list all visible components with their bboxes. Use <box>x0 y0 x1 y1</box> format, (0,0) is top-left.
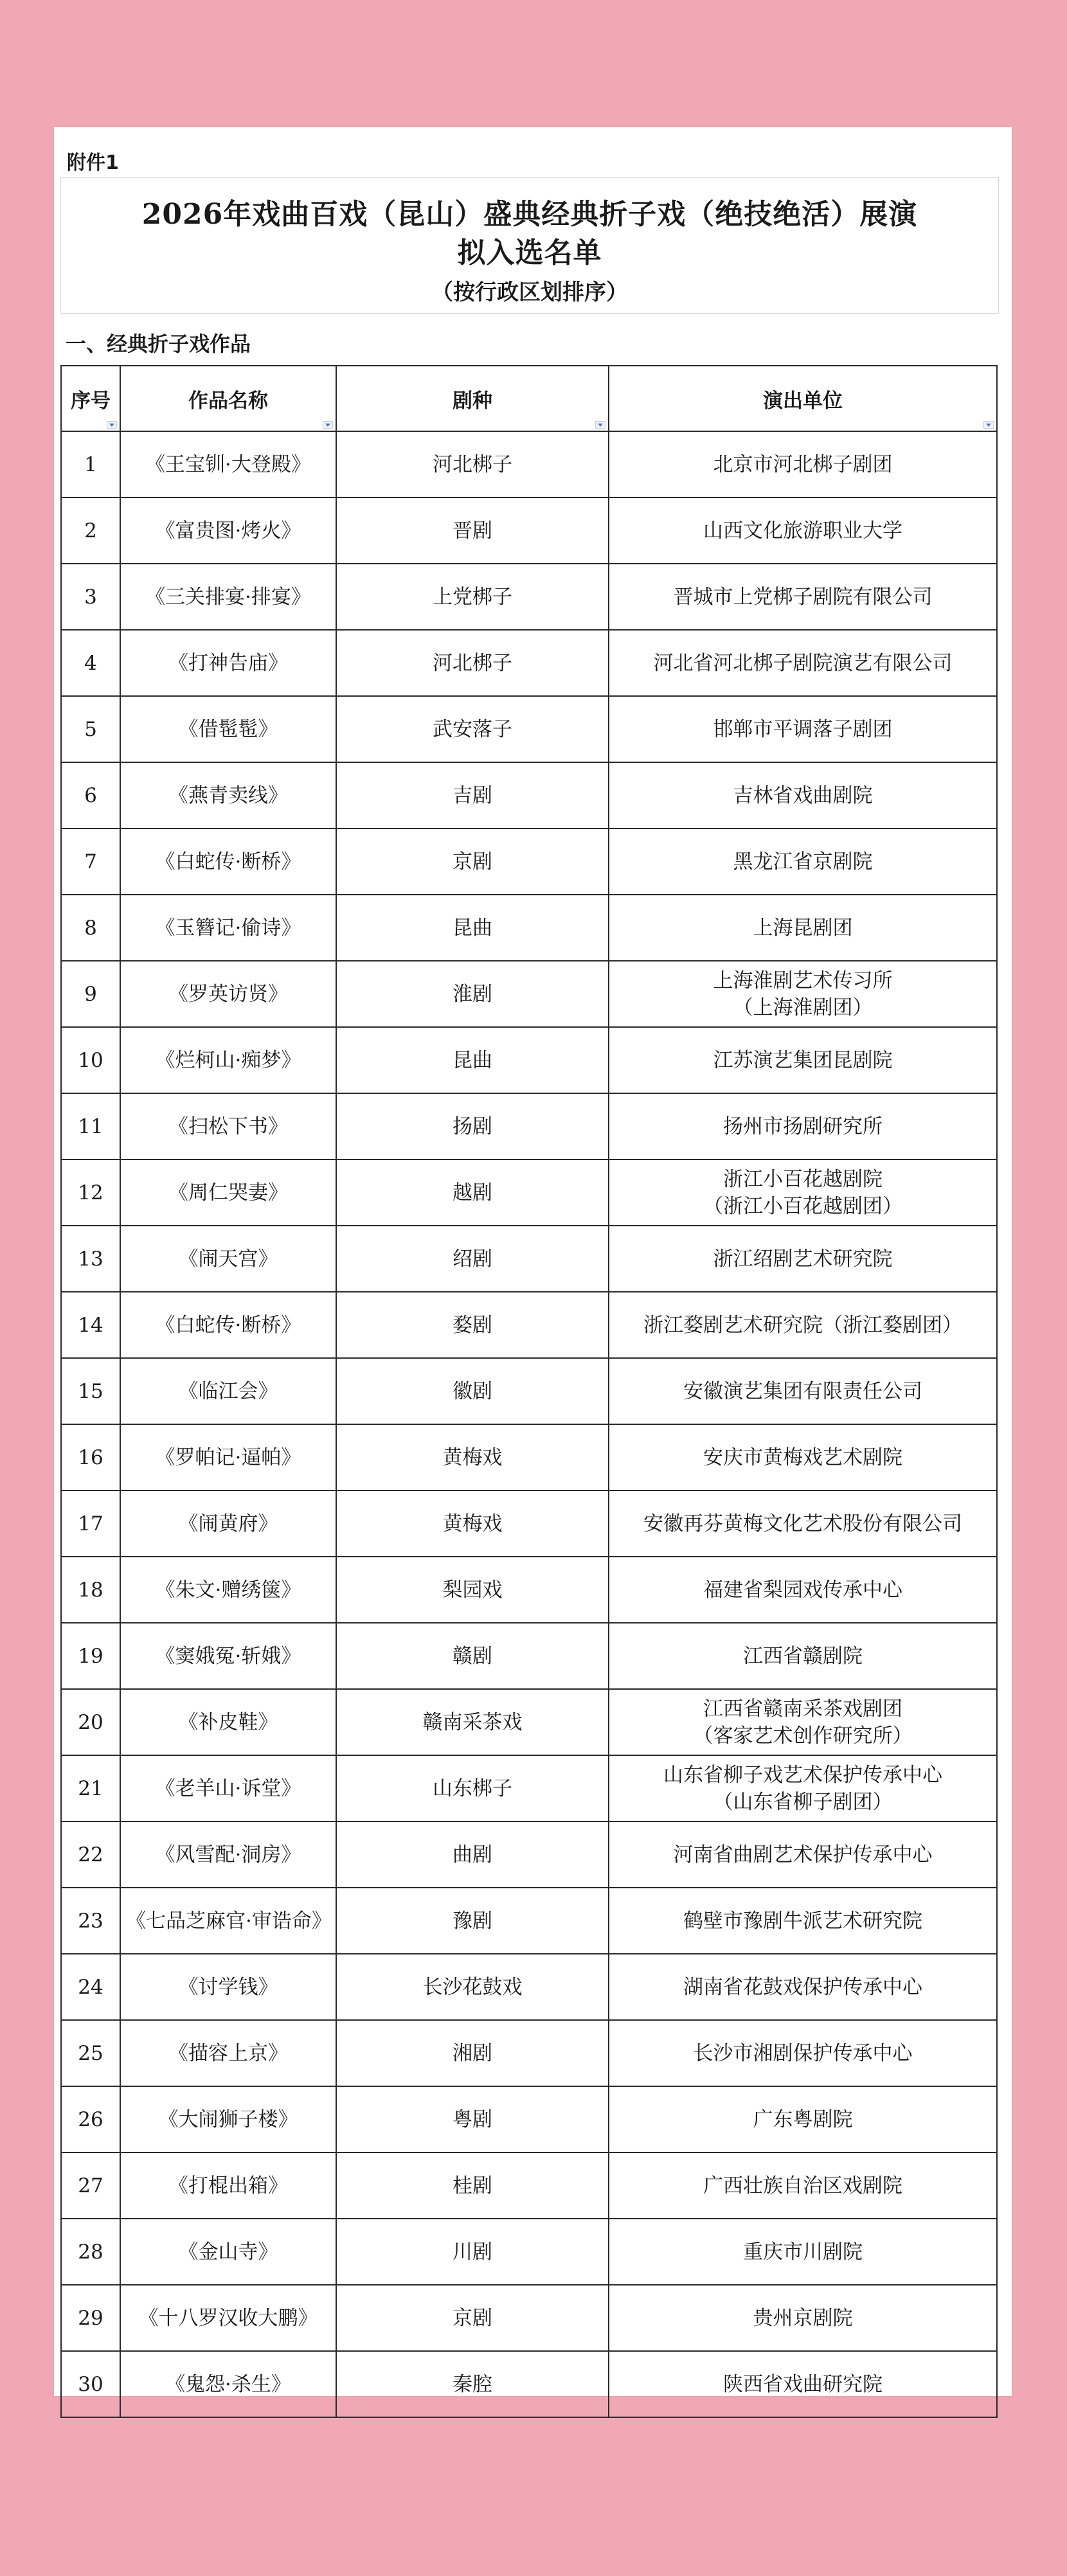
cell-work: 《周仁哭妻》 <box>120 1159 336 1226</box>
cell-genre: 河北梆子 <box>336 630 609 696</box>
cell-unit: 浙江婺剧艺术研究院（浙江婺剧团） <box>609 1292 997 1358</box>
cell-work: 《窦娥冤·斩娥》 <box>120 1623 336 1689</box>
selection-table <box>60 365 998 2418</box>
column-header-genre <box>336 366 609 431</box>
table-row <box>61 2020 997 2086</box>
cell-number: 20 <box>61 1689 120 1755</box>
cell-unit: 上海淮剧艺术传习所 （上海淮剧团） <box>609 961 997 1027</box>
cell-genre: 川剧 <box>336 2219 609 2285</box>
table-row <box>61 630 997 696</box>
cell-number: 10 <box>61 1027 120 1093</box>
cell-work: 《玉簪记·偷诗》 <box>120 895 336 961</box>
cell-genre: 吉剧 <box>336 762 609 828</box>
column-header-unit <box>609 366 997 431</box>
table-row <box>61 1292 997 1358</box>
cell-genre: 上党梆子 <box>336 564 609 630</box>
table-row <box>61 762 997 828</box>
cell-work: 《讨学钱》 <box>120 1954 336 2020</box>
cell-number: 14 <box>61 1292 120 1358</box>
cell-work: 《临江会》 <box>120 1358 336 1424</box>
filter-dropdown-icon[interactable] <box>983 421 994 429</box>
document-page <box>54 127 1012 2396</box>
cell-genre: 桂剧 <box>336 2152 609 2219</box>
cell-number: 27 <box>61 2152 120 2219</box>
cell-work: 《燕青卖线》 <box>120 762 336 828</box>
cell-unit: 黑龙江省京剧院 <box>609 828 997 895</box>
cell-unit: 广东粤剧院 <box>609 2086 997 2152</box>
table-row <box>61 431 997 497</box>
cell-work: 《打神告庙》 <box>120 630 336 696</box>
cell-unit: 江西省赣南采茶戏剧团 （客家艺术创作研究所） <box>609 1689 997 1755</box>
cell-unit: 吉林省戏曲剧院 <box>609 762 997 828</box>
cell-work: 《大闹狮子楼》 <box>120 2086 336 2152</box>
cell-number: 6 <box>61 762 120 828</box>
document-subtitle: （按行政区划排序） <box>431 280 628 305</box>
column-header-work <box>120 366 336 431</box>
cell-unit: 邯郸市平调落子剧团 <box>609 696 997 762</box>
filter-dropdown-icon[interactable] <box>107 421 117 429</box>
cell-work: 《七品芝麻官·审诰命》 <box>120 1888 336 1954</box>
table-row <box>61 1689 997 1755</box>
table-row <box>61 2351 997 2417</box>
cell-work: 《白蛇传·断桥》 <box>120 828 336 895</box>
cell-genre: 扬剧 <box>336 1093 609 1159</box>
cell-work: 《借髢髢》 <box>120 696 336 762</box>
cell-work: 《朱文·赠绣箧》 <box>120 1557 336 1623</box>
cell-number: 7 <box>61 828 120 895</box>
table-row <box>61 1490 997 1557</box>
table-row <box>61 828 997 895</box>
cell-work: 《扫松下书》 <box>120 1093 336 1159</box>
cell-number: 1 <box>61 431 120 497</box>
cell-work: 《补皮鞋》 <box>120 1689 336 1755</box>
cell-genre: 京剧 <box>336 828 609 895</box>
cell-unit: 重庆市川剧院 <box>609 2219 997 2285</box>
cell-work: 《老羊山·诉堂》 <box>120 1755 336 1821</box>
cell-number: 3 <box>61 564 120 630</box>
cell-number: 8 <box>61 895 120 961</box>
cell-unit: 浙江小百花越剧院 （浙江小百花越剧团） <box>609 1159 997 1226</box>
cell-genre: 绍剧 <box>336 1226 609 1292</box>
cell-number: 9 <box>61 961 120 1027</box>
cell-number: 18 <box>61 1557 120 1623</box>
cell-genre: 晋剧 <box>336 497 609 564</box>
cell-unit: 鹤壁市豫剧牛派艺术研究院 <box>609 1888 997 1954</box>
cell-number: 28 <box>61 2219 120 2285</box>
table-row <box>61 1755 997 1821</box>
cell-genre: 豫剧 <box>336 1888 609 1954</box>
table-row <box>61 2086 997 2152</box>
cell-genre: 曲剧 <box>336 1821 609 1888</box>
cell-work: 《罗帕记·逼帕》 <box>120 1424 336 1490</box>
cell-number: 12 <box>61 1159 120 1226</box>
cell-number: 19 <box>61 1623 120 1689</box>
cell-unit: 陕西省戏曲研究院 <box>609 2351 997 2417</box>
table-row <box>61 1159 997 1226</box>
cell-unit: 安徽演艺集团有限责任公司 <box>609 1358 997 1424</box>
cell-unit: 山西文化旅游职业大学 <box>609 497 997 564</box>
section-title: 一、经典折子戏作品 <box>66 332 251 356</box>
cell-genre: 河北梆子 <box>336 431 609 497</box>
cell-genre: 京剧 <box>336 2285 609 2351</box>
cell-number: 2 <box>61 497 120 564</box>
cell-unit: 晋城市上党梆子剧院有限公司 <box>609 564 997 630</box>
cell-number: 13 <box>61 1226 120 1292</box>
cell-work: 《富贵图·烤火》 <box>120 497 336 564</box>
cell-unit: 广西壮族自治区戏剧院 <box>609 2152 997 2219</box>
cell-genre: 梨园戏 <box>336 1557 609 1623</box>
cell-genre: 婺剧 <box>336 1292 609 1358</box>
cell-unit: 扬州市扬剧研究所 <box>609 1093 997 1159</box>
cell-work: 《金山寺》 <box>120 2219 336 2285</box>
cell-number: 11 <box>61 1093 120 1159</box>
cell-work: 《三关排宴·排宴》 <box>120 564 336 630</box>
cell-work: 《闹天宫》 <box>120 1226 336 1292</box>
table-row <box>61 1027 997 1093</box>
cell-number: 26 <box>61 2086 120 2152</box>
table-row <box>61 1424 997 1490</box>
table-row <box>61 1093 997 1159</box>
cell-unit: 上海昆剧团 <box>609 895 997 961</box>
cell-unit: 浙江绍剧艺术研究院 <box>609 1226 997 1292</box>
document-title-line2: 拟入选名单 <box>457 237 602 269</box>
cell-unit: 河南省曲剧艺术保护传承中心 <box>609 1821 997 1888</box>
table-row <box>61 497 997 564</box>
table-row <box>61 1821 997 1888</box>
cell-unit: 福建省梨园戏传承中心 <box>609 1557 997 1623</box>
cell-unit: 安庆市黄梅戏艺术剧院 <box>609 1424 997 1490</box>
cell-work: 《风雪配·洞房》 <box>120 1821 336 1888</box>
cell-work: 《罗英访贤》 <box>120 961 336 1027</box>
cell-work: 《白蛇传·断桥》 <box>120 1292 336 1358</box>
cell-genre: 长沙花鼓戏 <box>336 1954 609 2020</box>
table-header-row <box>61 366 997 431</box>
table-row <box>61 961 997 1027</box>
cell-work: 《打棍出箱》 <box>120 2152 336 2219</box>
cell-genre: 昆曲 <box>336 1027 609 1093</box>
cell-unit: 江苏演艺集团昆剧院 <box>609 1027 997 1093</box>
cell-number: 29 <box>61 2285 120 2351</box>
cell-number: 23 <box>61 1888 120 1954</box>
table-body <box>61 431 997 2417</box>
column-header-label: 剧种 <box>453 389 492 413</box>
cell-genre: 赣南采茶戏 <box>336 1689 609 1755</box>
filter-dropdown-icon[interactable] <box>323 421 333 429</box>
cell-unit: 北京市河北梆子剧团 <box>609 431 997 497</box>
cell-genre: 越剧 <box>336 1159 609 1226</box>
cell-work: 《十八罗汉收大鹏》 <box>120 2285 336 2351</box>
cell-number: 15 <box>61 1358 120 1424</box>
cell-unit: 安徽再芬黄梅文化艺术股份有限公司 <box>609 1490 997 1557</box>
cell-number: 22 <box>61 1821 120 1888</box>
title-block <box>60 177 999 314</box>
cell-unit: 河北省河北梆子剧院演艺有限公司 <box>609 630 997 696</box>
cell-genre: 徽剧 <box>336 1358 609 1424</box>
table-row <box>61 1888 997 1954</box>
column-header-label: 演出单位 <box>763 389 843 413</box>
cell-genre: 秦腔 <box>336 2351 609 2417</box>
table-row <box>61 1557 997 1623</box>
cell-genre: 湘剧 <box>336 2020 609 2086</box>
attachment-label: 附件1 <box>67 152 119 174</box>
cell-genre: 黄梅戏 <box>336 1490 609 1557</box>
cell-number: 16 <box>61 1424 120 1490</box>
cell-number: 30 <box>61 2351 120 2417</box>
filter-dropdown-icon[interactable] <box>595 421 605 429</box>
cell-unit: 湖南省花鼓戏保护传承中心 <box>609 1954 997 2020</box>
cell-genre: 山东梆子 <box>336 1755 609 1821</box>
table-row <box>61 1226 997 1292</box>
cell-number: 24 <box>61 1954 120 2020</box>
cell-work: 《王宝钏·大登殿》 <box>120 431 336 497</box>
cell-number: 5 <box>61 696 120 762</box>
table-row <box>61 1954 997 2020</box>
cell-work: 《闹黄府》 <box>120 1490 336 1557</box>
cell-genre: 昆曲 <box>336 895 609 961</box>
table-row <box>61 564 997 630</box>
table-row <box>61 2285 997 2351</box>
cell-unit: 贵州京剧院 <box>609 2285 997 2351</box>
cell-genre: 赣剧 <box>336 1623 609 1689</box>
cell-number: 4 <box>61 630 120 696</box>
cell-number: 21 <box>61 1755 120 1821</box>
column-header-no <box>61 366 120 431</box>
table-row <box>61 2219 997 2285</box>
cell-work: 《鬼怨·杀生》 <box>120 2351 336 2417</box>
cell-unit: 江西省赣剧院 <box>609 1623 997 1689</box>
cell-unit: 山东省柳子戏艺术保护传承中心 （山东省柳子剧团） <box>609 1755 997 1821</box>
column-header-label: 序号 <box>71 389 111 413</box>
column-header-label: 作品名称 <box>188 389 268 413</box>
cell-genre: 淮剧 <box>336 961 609 1027</box>
table-row <box>61 895 997 961</box>
table-row <box>61 1623 997 1689</box>
cell-number: 17 <box>61 1490 120 1557</box>
cell-work: 《描容上京》 <box>120 2020 336 2086</box>
table-row <box>61 696 997 762</box>
cell-unit: 长沙市湘剧保护传承中心 <box>609 2020 997 2086</box>
cell-number: 25 <box>61 2020 120 2086</box>
cell-work: 《烂柯山·痴梦》 <box>120 1027 336 1093</box>
table-row <box>61 1358 997 1424</box>
table-row <box>61 2152 997 2219</box>
cell-genre: 粤剧 <box>336 2086 609 2152</box>
cell-genre: 武安落子 <box>336 696 609 762</box>
cell-genre: 黄梅戏 <box>336 1424 609 1490</box>
document-title: 2026年戏曲百戏（昆山）盛典经典折子戏（绝技绝活）展演 <box>141 198 918 231</box>
